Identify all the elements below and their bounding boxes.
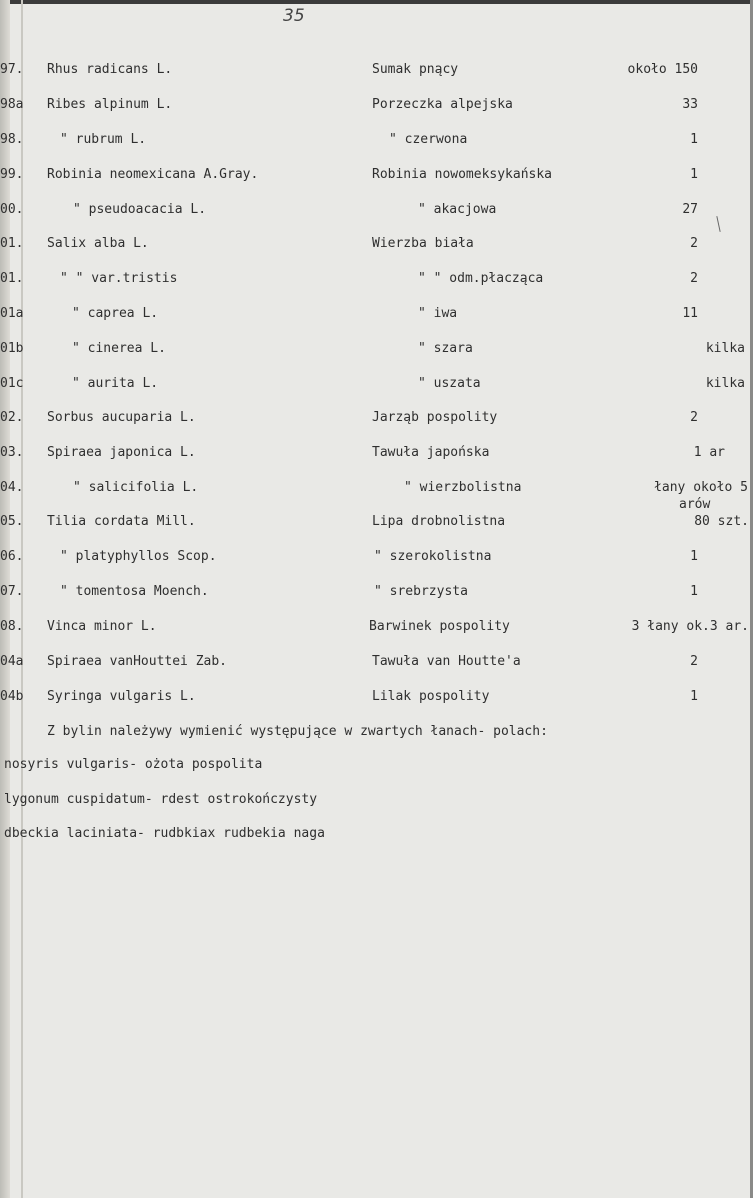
count: 27 — [682, 202, 698, 217]
row-number: 98. — [0, 132, 24, 147]
polish-name: " szara — [418, 341, 473, 356]
latin-name: Sorbus aucuparia L. — [47, 410, 196, 425]
polish-name: " akacjowa — [418, 202, 497, 217]
latin-name: " tomentosa Moench. — [60, 584, 209, 599]
table-row — [0, 341, 753, 365]
latin-name: " rubrum L. — [60, 132, 147, 147]
row-number: 02. — [0, 410, 24, 425]
polish-name: " iwa — [418, 306, 458, 321]
count: 1 — [690, 132, 698, 147]
polish-name: " uszata — [418, 376, 481, 391]
table-row — [0, 62, 753, 86]
row-number: 01c — [0, 376, 24, 391]
count: 1 — [690, 167, 698, 182]
latin-name: Spiraea japonica L. — [47, 445, 196, 460]
perennial-line: lygonum cuspidatum- rdest ostrokończysty — [4, 792, 318, 807]
count: kilka — [705, 376, 745, 391]
count: 2 — [690, 410, 698, 425]
polish-name: " szerokolistna — [374, 549, 492, 564]
count: 11 — [682, 306, 698, 321]
table-row — [0, 306, 753, 330]
row-number: 98a — [0, 97, 24, 112]
page-number: 35 — [283, 6, 305, 26]
row-number: 00. — [0, 202, 24, 217]
perennials-intro: Z bylin należywy wymienić występujące w zwartych łanach- polach: — [47, 724, 548, 739]
latin-name: " caprea L. — [72, 306, 159, 321]
table-row — [0, 271, 753, 295]
polish-name: Jarząb pospolity — [372, 410, 498, 425]
latin-name: " " var.tristis — [60, 271, 178, 286]
polish-name: Wierzba biała — [372, 236, 474, 251]
row-number: 05. — [0, 514, 24, 529]
polish-name: " czerwona — [389, 132, 468, 147]
perennial-line: dbeckia laciniata- rudbkiax rudbekia naga — [4, 826, 325, 841]
latin-name: " aurita L. — [72, 376, 159, 391]
count-continuation: arów — [679, 497, 711, 512]
row-number: 03. — [0, 445, 24, 460]
table-row — [0, 514, 753, 538]
table-row — [0, 97, 753, 121]
latin-name: Spiraea vanHouttei Zab. — [47, 654, 228, 669]
polish-name: Lilak pospolity — [372, 689, 490, 704]
count: 2 — [690, 654, 698, 669]
latin-name: " platyphyllos Scop. — [60, 549, 217, 564]
table-row — [0, 480, 753, 504]
row-number: 01. — [0, 271, 24, 286]
count: 2 — [690, 236, 698, 251]
count: łany około 5 — [654, 480, 748, 495]
polish-name: " srebrzysta — [374, 584, 468, 599]
table-row — [0, 236, 753, 260]
count: kilka — [705, 341, 745, 356]
table-row — [0, 654, 753, 678]
row-number: 01a — [0, 306, 24, 321]
row-number: 04a — [0, 654, 24, 669]
count: 1 ar — [693, 445, 725, 460]
latin-name: " salicifolia L. — [73, 480, 199, 495]
polish-name: Barwinek pospolity — [369, 619, 510, 634]
table-row — [0, 202, 753, 226]
row-number: 07. — [0, 584, 24, 599]
latin-name: Ribes alpinum L. — [47, 97, 173, 112]
polish-name: " " odm.płacząca — [418, 271, 544, 286]
page-top-edge — [0, 0, 753, 4]
latin-name: " pseudoacacia L. — [73, 202, 207, 217]
row-number: 01. — [0, 236, 24, 251]
latin-name: " cinerea L. — [72, 341, 166, 356]
count: 1 — [690, 549, 698, 564]
latin-name: Syringa vulgaris L. — [47, 689, 196, 704]
polish-name: Robinia nowomeksykańska — [372, 167, 553, 182]
count: 3 łany ok.3 ar. — [631, 619, 749, 634]
count: 33 — [682, 97, 698, 112]
polish-name: Lipa drobnolistna — [372, 514, 506, 529]
latin-name: Robinia neomexicana A.Gray. — [47, 167, 259, 182]
row-number: 04b — [0, 689, 24, 704]
table-row — [0, 584, 753, 608]
row-number: 04. — [0, 480, 24, 495]
polish-name: " wierzbolistna — [404, 480, 522, 495]
table-row — [0, 410, 753, 434]
perennial-line: nosyris vulgaris- ożota pospolita — [4, 757, 263, 772]
row-number: 99. — [0, 167, 24, 182]
latin-name: Vinca minor L. — [47, 619, 157, 634]
row-number: 08. — [0, 619, 24, 634]
latin-name: Rhus radicans L. — [47, 62, 173, 77]
table-row — [0, 167, 753, 191]
count: 1 — [690, 584, 698, 599]
latin-name: Tilia cordata Mill. — [47, 514, 196, 529]
table-row — [0, 689, 753, 713]
table-row — [0, 376, 753, 400]
count: 80 szt. — [694, 514, 749, 529]
polish-name: Sumak pnący — [372, 62, 459, 77]
count: 2 — [690, 271, 698, 286]
row-number: 06. — [0, 549, 24, 564]
table-row — [0, 549, 753, 573]
table-row — [0, 619, 753, 643]
table-row — [0, 445, 753, 469]
polish-name: Tawuła van Houtte'a — [372, 654, 521, 669]
table-row — [0, 132, 753, 156]
row-number: 01b — [0, 341, 24, 356]
count: około 150 — [627, 62, 698, 77]
row-number: 97. — [0, 62, 24, 77]
polish-name: Tawuła japońska — [372, 445, 490, 460]
polish-name: Porzeczka alpejska — [372, 97, 513, 112]
count: 1 — [690, 689, 698, 704]
latin-name: Salix alba L. — [47, 236, 149, 251]
